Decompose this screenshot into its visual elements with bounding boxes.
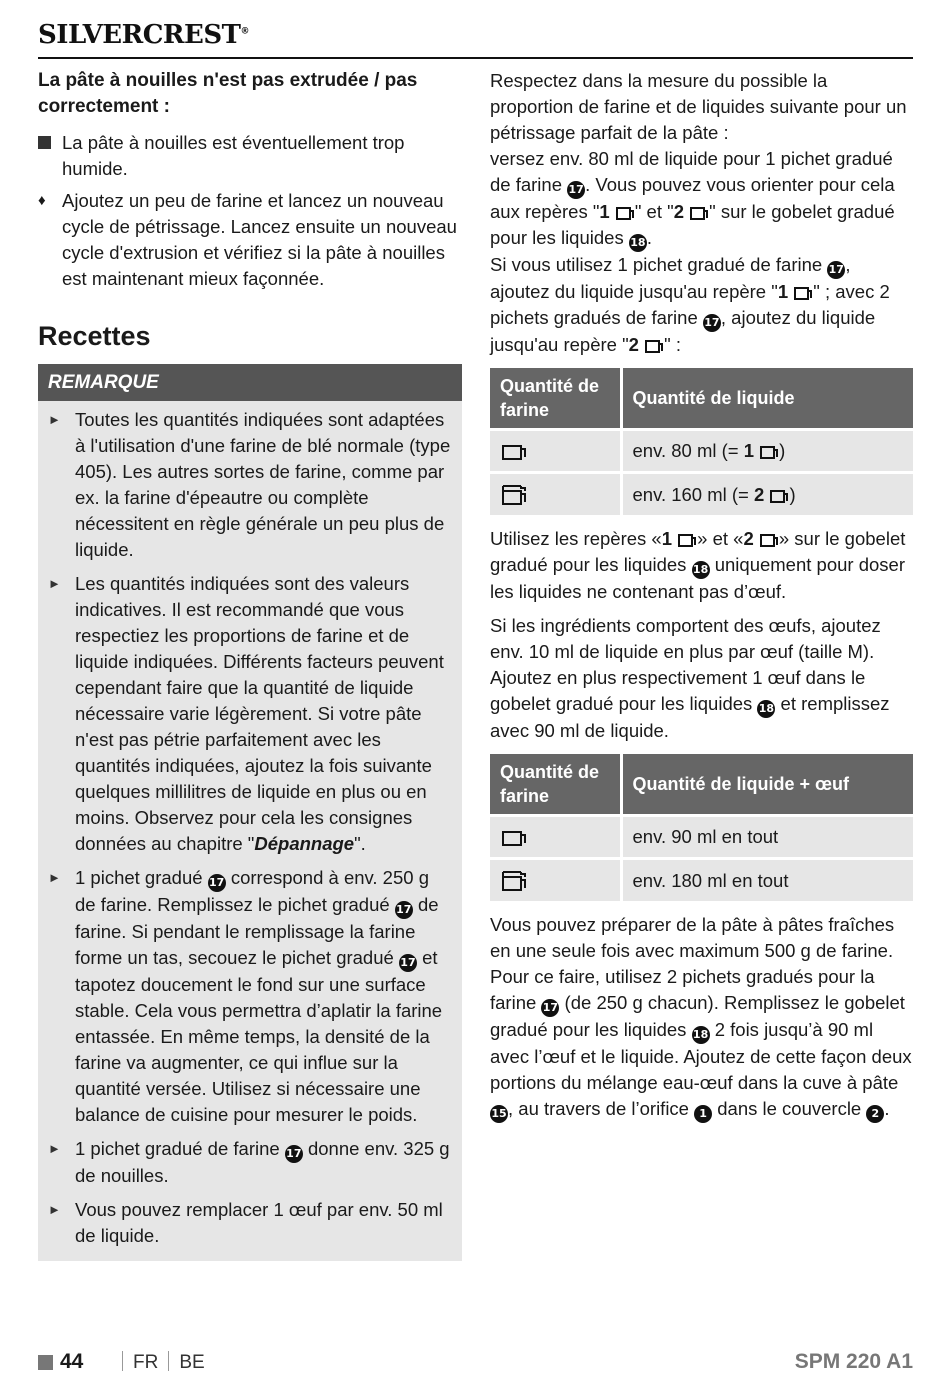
cup-mark-icon [793,285,813,301]
one-cup-icon [500,828,528,848]
note-item: ► Toutes les quantités indiquées sont adaptées à l'utilisation d'une farine de blé normale (type 405). Les autres sortes de farine, comme par ex. la farine d'épeautre ou complète nécessitent en règle générale un peu plus de liquide. [48,407,452,563]
cup-mark-icon [615,205,635,221]
cause-item: La pâte à nouilles est éventuellement trop humide. [38,130,462,182]
ref-18-icon: 18 [757,700,775,718]
cup-mark-icon [644,338,664,354]
ref-17-icon: 17 [208,874,226,892]
cup-mark-icon [759,444,779,460]
left-column [38,68,462,1261]
note-item: ► 1 pichet gradué de farine 17 donne env. 325 g de nouilles. [48,1136,452,1189]
diamond-bullet-icon: ♦ [38,192,46,209]
two-cups-cell [490,473,621,517]
table-cell: env. 90 ml en tout [621,816,913,859]
table-header: Quantité de farine [490,754,621,816]
two-cups-icon [500,484,530,506]
arrow-bullet-icon: ► [48,1141,61,1156]
page-number: 44 [60,1350,84,1373]
table-header: Quantité de liquide [621,368,913,430]
page-footer [38,1350,913,1374]
cup-mark-icon [759,532,779,548]
table-row [490,816,913,859]
table-row: env. 80 ml (= 1 ) [490,430,913,473]
brand-logo: SILVERCREST® [38,20,249,50]
model-number: SPM 220 A1 [794,1350,913,1373]
body-paragraph: Si les ingrédients comportent des œufs, ajoutez env. 10 ml de liquide en plus par œuf (taille M). Ajoutez en plus respectivement 1 œuf dans le gobelet gradué pour les liquides 18 et remplissez avec 90 ml de liquide. [490,615,890,742]
intro-paragraph: Respectez dans la mesure du possible la proportion de farine et de liquides suivante pour un pétrissage parfait de la pâte : [490,70,907,143]
table-row [490,859,913,903]
ref-1-icon: 1 [694,1105,712,1123]
language-codes: FR BE [112,1351,205,1374]
one-cup-cell [490,430,621,473]
two-cups-icon [500,870,530,892]
liquid-table [490,368,913,518]
one-cup-icon [500,442,528,462]
cup-mark-icon [769,488,789,504]
ref-2-icon: 2 [866,1105,884,1123]
ref-17-icon: 17 [285,1145,303,1163]
one-cup-cell [490,816,621,859]
ref-17-icon: 17 [399,954,417,972]
two-cups-cell [490,859,621,903]
note-box [38,364,462,1261]
section-title: Recettes [38,321,151,351]
cup-mark-icon [677,532,697,548]
troubleshooting-reference: Dépannage [254,833,355,854]
square-bullet-icon [38,130,62,182]
trouble-heading: La pâte à nouilles n'est pas extrudée / pas correctement : [38,70,418,117]
ref-17-icon: 17 [827,261,845,279]
arrow-bullet-icon: ► [48,576,61,591]
note-item: ► Les quantités indiquées sont des valeurs indicatives. Il est recommandé que vous respectiez les proportions de farine et de liquide indiquées. Différents facteurs peuvent cependant faire que la quantité de liquide nécessaire varie légèrement. Si votre pâte n'est pas pétrie parfaitement avec les quantités indiquées, ajoutez la fois suivante quelques millilitres de liquide en plus ou en moins. Observez pour cela les consignes données au chapitre "Dépannage". [48,571,452,857]
ref-17-icon: 17 [395,901,413,919]
ref-17-icon: 17 [541,999,559,1017]
table-header: Quantité de farine [490,368,621,430]
note-title: REMARQUE [38,364,462,401]
arrow-bullet-icon: ► [48,412,61,427]
ref-18-icon: 18 [692,1026,710,1044]
arrow-bullet-icon: ► [48,1202,61,1217]
ref-17-icon: 17 [703,314,721,332]
body-paragraph: Utilisez les repères «1 » et «2 » sur le gobelet gradué pour les liquides 18 uniquement pour doser les liquides ne contenant pas d’œuf. [490,528,906,603]
table-header: Quantité de liquide + œuf [621,754,913,816]
note-item: ► Vous pouvez remplacer 1 œuf par env. 50 ml de liquide. [48,1197,452,1249]
ref-18-icon: 18 [629,234,647,252]
intro-paragraph: Si vous utilisez 1 pichet gradué de farine 17, ajoutez du liquide jusqu'au repère "1 " ; avec 2 pichets gradués de farine 17, ajoutez du liquide jusqu'au repère "2 " : [490,254,890,355]
ref-17-icon: 17 [567,181,585,199]
footer-square-icon [38,1355,53,1370]
body-paragraph: Vous pouvez préparer de la pâte à pâtes fraîches en une seule fois avec maximum 500 g de farine. Pour ce faire, utilisez 2 pichets gradués pour la farine 17 (de 250 g chacun). Remplissez le gobelet gradué pour les liquides 18 2 fois jusqu’à 90 ml avec l’œuf et le liquide. Ajoutez de cette façon deux portions du mélange eau-œuf dans la cuve à pâte 15, au travers de l’orifice 1 dans le couvercle 2 . [490,912,913,1123]
header-rule [38,57,913,59]
liquid-egg-table [490,754,913,904]
table-cell: env. 180 ml en tout [621,859,913,903]
cup-mark-icon [689,205,709,221]
arrow-bullet-icon: ► [48,870,61,885]
note-item: ► 1 pichet gradué 17 correspond à env. 250 g de farine. Remplissez le pichet gradué 17 de farine. Si pendant le remplissage la farine forme un tas, secouez le pichet gradué 17 et tapotez doucement le fond sur une surface stable. Cela vous permettra d’aplatir la farine entassée. En même temps, la densité de la farine va augmenter, ce qui influe sur la quantité versée. Utilisez si nécessaire une balance de cuisine pour mesurer le poids. [48,865,452,1128]
remedy-item: ♦ Ajoutez un peu de farine et lancez un nouveau cycle de pétrissage. Lancez ensuite un nouveau cycle d'extrusion et vérifiez si la pâte à nouilles est maintenant mieux façonnée. [38,188,462,292]
table-row: env. 160 ml (= 2 ) [490,473,913,517]
ref-15-icon: 15 [490,1105,508,1123]
right-column [490,68,913,1123]
intro-paragraph: versez env. 80 ml de liquide pour 1 pichet gradué de farine 17. Vous pouvez vous orienter pour cela aux repères "1 " et "2 " sur le gobelet gradué pour les liquides 18. [490,146,913,252]
ref-18-icon: 18 [692,561,710,579]
